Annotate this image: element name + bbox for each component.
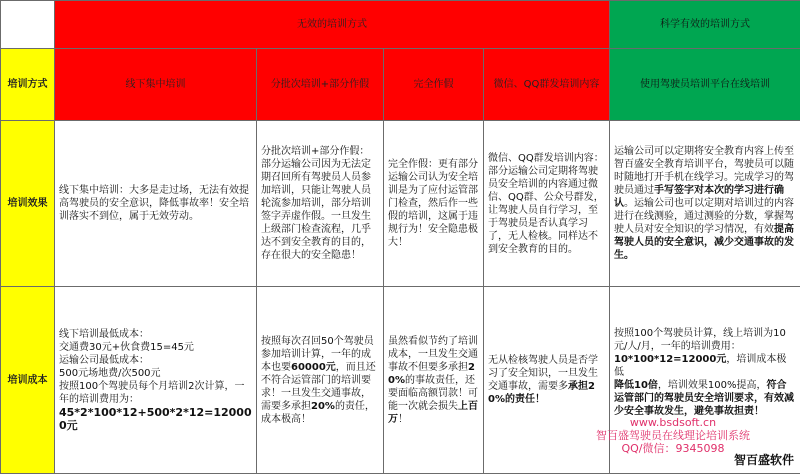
- watermark-url: www.bsdsoft.cn: [578, 416, 768, 429]
- effect-batch-fake: 分批次培训+部分作假：部分运输公司因为无法定期召回所有驾驶员人员参加培训，只能让驾驶人员轮流参加培训，部分培训签字弄虚作假。一旦发生上级部门检查流程，几乎达不到安全教育的目的，存在很大的安全隐患！: [257, 121, 384, 287]
- invalid-methods-header: 无效的培训方式: [55, 1, 610, 49]
- watermark-system-name: 智百盛驾驶员在线理论培训系统: [578, 429, 768, 442]
- brand-label: 智百盛软件: [734, 451, 794, 468]
- row-label-method: 培训方式: [1, 49, 55, 121]
- watermark: [578, 416, 768, 455]
- cost-full-fake: 虽然看似节约了培训成本，一旦发生交通事故不但要多承担20%的事故责任，还要面临高额罚款！可能一次就会损失上百万！: [384, 287, 484, 474]
- row-label-cost: 培训成本: [1, 287, 55, 474]
- cost-online-platform: 按照100个驾驶员计算，线上培训为10元/人/月，一年的培训费用： 10*100*12=12000元，培训成本极低 降低10倍，培训效果100%提高，符合运管部门的驾驶员安全培训要求，有效减少安全事故发生，避免事故担责！: [610, 287, 800, 474]
- method-full-fake: 完全作假: [384, 49, 484, 121]
- effect-full-fake: 完全作假：更有部分运输公司认为安全培训是为了应付运管部门检查，然后作一些假的培训，这属于违规行为！安全隐患极大！: [384, 121, 484, 287]
- method-offline: 线下集中培训: [55, 49, 257, 121]
- watermark-contact: QQ/微信：9345098: [578, 442, 768, 455]
- valid-methods-header: 科学有效的培训方式: [610, 1, 800, 49]
- cost-offline: 线下培训最低成本： 交通费30元+伙食费15=45元 运输公司最低成本： 500元场地费/次500元 按照100个驾驶员每个月培训2次计算，一年的培训费用为： 45*2*100*12+500*2*12=120000元: [55, 287, 257, 474]
- effect-wechat-qq: 微信、QQ群发培训内容：部分运输公司定期将驾驶员安全培训的内容通过微信、QQ群、公众号群发，让驾驶人员自行学习，至于驾驶员是否认真学习了，无人检核。同样达不到安全教育的目的。: [484, 121, 610, 287]
- method-wechat-qq: 微信、QQ群发培训内容: [484, 49, 610, 121]
- cost-batch-fake: 按照每次召回50个驾驶员参加培训计算，一年的成本也要60000元，而且还不符合运管部门的培训要求！一旦发生交通事故，需要多承担20%的责任，成本极高！: [257, 287, 384, 474]
- corner-cell: [1, 1, 55, 49]
- method-online-platform: 使用驾驶员培训平台在线培训: [610, 49, 800, 121]
- method-batch-fake: 分批次培训+部分作假: [257, 49, 384, 121]
- cost-wechat-qq: 无从检核驾驶人员是否学习了安全知识，一旦发生交通事故，需要多承担20%的责任！: [484, 287, 610, 474]
- cost-formula: 45*2*100*12+500*2*12=120000元: [59, 406, 252, 432]
- row-label-effect: 培训效果: [1, 121, 55, 287]
- effect-offline: 线下集中培训：大多是走过场，无法有效提高驾驶员的安全意识，降低事故率！安全培训落实不到位，属于无效劳动。: [55, 121, 257, 287]
- effect-online-platform: 运输公司可以定期将安全教育内容上传至智百盛安全教育培训平台，驾驶员可以随时随地打开手机在线学习。完成学习的驾驶员通过手写签字对本次的学习进行确认。运输公司也可以定期对培训过的内容进行在线测验，通过测验的分数，掌握驾驶人员对安全知识的学习情况，有效提高驾驶人员的安全意识，减少交通事故的发生。: [610, 121, 800, 287]
